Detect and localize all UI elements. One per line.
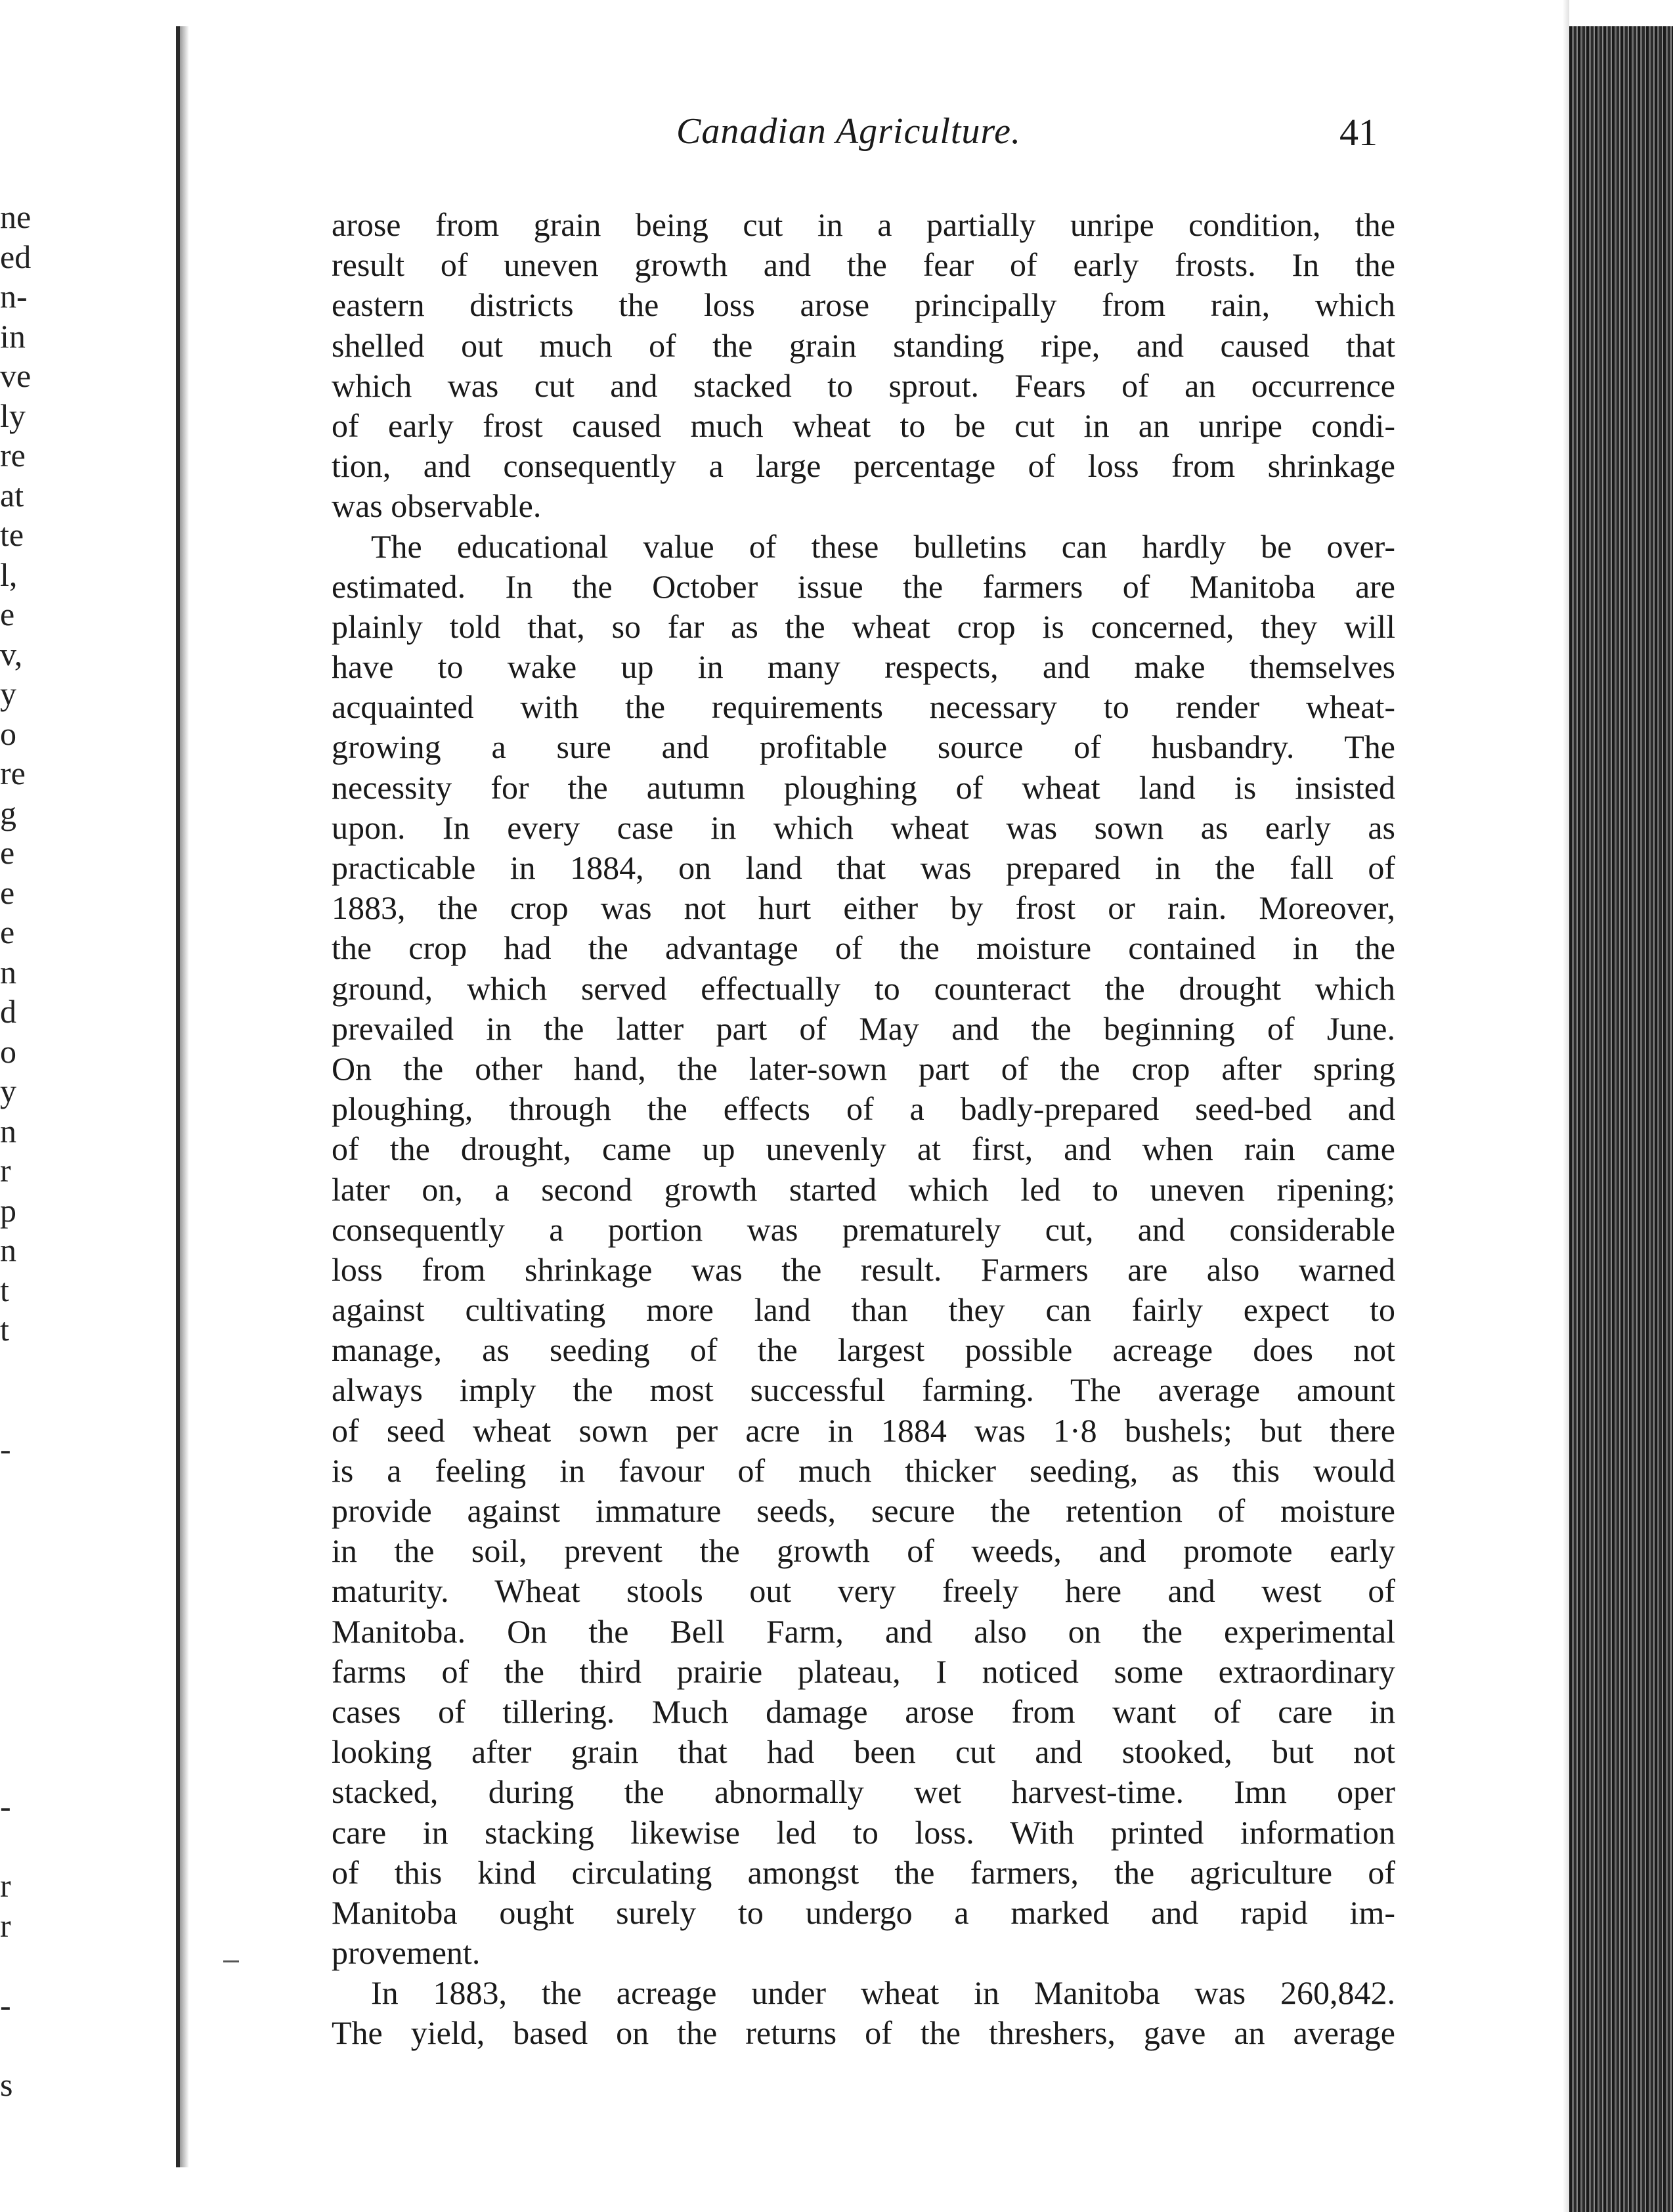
- facing-page-fragment-line: p: [0, 1191, 16, 1229]
- facing-page-fragment-line: e: [0, 874, 15, 911]
- facing-page-fragment-line: y: [0, 675, 16, 712]
- text-line: provide against immature seeds, secure the retention of moisture: [332, 1492, 1395, 1529]
- facing-page-fragment-line: [0, 1707, 39, 1747]
- text-line: On the other hand, the later-sown part of the crop after spring: [332, 1050, 1395, 1087]
- facing-page-fragment-line: t: [0, 1311, 9, 1348]
- text-line: The educational value of these bulletins can hardly be over-: [371, 527, 1395, 565]
- page-edge-top-margin: [1569, 0, 1673, 26]
- facing-page-fragment-line: t: [0, 1271, 9, 1308]
- facing-page-fragment-line: n-: [0, 278, 28, 315]
- text-line: prevailed in the latter part of May and the beginning of June.: [332, 1009, 1395, 1047]
- facing-page-fragment-line: [0, 1668, 39, 1708]
- text-line: care in stacking likewise led to loss. With printed information: [332, 1813, 1395, 1851]
- facing-page-fragment-line: -: [0, 1788, 11, 1825]
- facing-page-fragment-line: v,: [0, 635, 23, 673]
- facing-page-fragment-line: n: [0, 1231, 16, 1268]
- text-line: plainly told that, so far as the wheat crop is concerned, they will: [332, 608, 1395, 645]
- stray-mark: [223, 1960, 239, 1962]
- text-line: loss from shrinkage was the result. Farmers are also warned: [332, 1250, 1395, 1288]
- facing-page-fragment-line: g: [0, 794, 16, 831]
- text-line: acquainted with the requirements necessary to render wheat-: [332, 688, 1395, 726]
- text-line: against cultivating more land than they can fairly expect to: [332, 1291, 1395, 1329]
- facing-page-fragment-line: d: [0, 993, 16, 1030]
- text-line: practicable in 1884, on land that was prepared in the fall of: [332, 849, 1395, 886]
- facing-page-fragment-line: re: [0, 437, 26, 474]
- facing-page-fragment-line: y: [0, 1073, 16, 1109]
- facing-page-fragment-line: r: [0, 1152, 11, 1189]
- facing-page-fragment-line: ed: [0, 238, 32, 275]
- facing-page-fragment-line: e: [0, 834, 15, 871]
- text-line: consequently a portion was prematurely cut, and considerable: [332, 1210, 1395, 1248]
- text-line: was observable.: [332, 487, 542, 525]
- facing-page-fragment-line: r: [0, 1907, 11, 1944]
- text-line: maturity. Wheat stools out very freely here and west of: [332, 1572, 1395, 1610]
- text-line: ground, which served effectually to counteract the drought which: [332, 969, 1395, 1007]
- facing-page-fragment-line: l,: [0, 556, 18, 593]
- facing-page-fragment-line: [0, 1826, 39, 1867]
- page-number: 41: [1339, 111, 1378, 154]
- text-line: estimated. In the October issue the farmers of Manitoba are: [332, 567, 1395, 605]
- facing-page-fragment-line: [0, 1350, 39, 1390]
- facing-page-fragment-line: [0, 1469, 39, 1509]
- text-line: of the drought, came up unevenly at first, and when rain came: [332, 1130, 1395, 1168]
- text-line: result of uneven growth and the fear of early frosts. In the: [332, 246, 1395, 284]
- facing-page-fragment-line: [0, 1548, 39, 1588]
- facing-page-fragment: [0, 197, 39, 2104]
- facing-page-fragment-line: e: [0, 914, 15, 950]
- text-line: 1883, the crop was not hurt either by frost or rain. Moreover,: [332, 889, 1395, 927]
- facing-page-fragment-line: in: [0, 317, 26, 355]
- facing-page-fragment-line: [0, 1627, 39, 1668]
- text-line: later on, a second growth started which led to uneven ripening;: [332, 1170, 1395, 1208]
- facing-page-fragment-line: [0, 1747, 39, 1787]
- facing-page-fragment-line: -: [0, 1430, 11, 1467]
- text-line: growing a sure and profitable source of husbandry. The: [332, 728, 1395, 766]
- facing-page-fragment-line: at: [0, 476, 24, 514]
- text-line: The yield, based on the returns of the threshers, gave an average: [332, 2014, 1395, 2052]
- text-line: is a feeling in favour of much thicker seeding, as this would: [332, 1451, 1395, 1489]
- facing-page-fragment-line: s: [0, 2066, 13, 2103]
- text-line: have to wake up in many respects, and make themselves: [332, 648, 1395, 686]
- text-line: stacked, during the abnormally wet harvest-time. Imn oper: [332, 1773, 1395, 1811]
- text-line: provement.: [332, 1934, 481, 1972]
- book-page-stack-edge: [1569, 0, 1673, 2212]
- facing-page-fragment-line: e: [0, 596, 15, 632]
- text-line: manage, as seeding of the largest possible acreage does not: [332, 1331, 1395, 1369]
- facing-page-fragment-line: ly: [0, 397, 26, 434]
- facing-page-fragment-line: o: [0, 715, 16, 752]
- text-line: always imply the most successful farming. The average amount: [332, 1371, 1395, 1409]
- body-text: [332, 205, 1395, 2054]
- text-line: In 1883, the acreage under wheat in Manitoba was 260,842.: [371, 1974, 1395, 2012]
- text-line: looking after grain that had been cut and stooked, but not: [332, 1733, 1395, 1771]
- facing-page-fragment-line: n: [0, 1112, 16, 1149]
- facing-page-fragment-line: [0, 1509, 39, 1549]
- facing-page-fragment-line: o: [0, 1032, 16, 1070]
- text-line: upon. In every case in which wheat was sown as early as: [332, 808, 1395, 846]
- gutter-shadow: [180, 26, 189, 2167]
- facing-page-fragment-line: [0, 1588, 39, 1628]
- text-line: farms of the third prairie plateau, I noticed some extraordinary: [332, 1652, 1395, 1690]
- facing-page-fragment-line: ne: [0, 198, 32, 235]
- facing-page-fragment-line: -: [0, 1986, 11, 2024]
- facing-page-fragment-line: n: [0, 953, 16, 990]
- text-line: of seed wheat sown per acre in 1884 was 1·8 bushels; but there: [332, 1411, 1395, 1449]
- facing-page-fragment-line: r: [0, 1867, 11, 1904]
- text-line: eastern districts the loss arose principally from rain, which: [332, 286, 1395, 324]
- facing-page-fragment-line: [0, 2025, 39, 2065]
- text-line: shelled out much of the grain standing ripe, and caused that: [332, 326, 1395, 364]
- text-line: arose from grain being cut in a partially unripe condition, the: [332, 206, 1395, 243]
- facing-page-fragment-line: [0, 1945, 39, 1985]
- facing-page-fragment-line: te: [0, 516, 24, 553]
- facing-page-fragment-line: re: [0, 755, 26, 791]
- text-line: cases of tillering. Much damage arose from want of care in: [332, 1692, 1395, 1730]
- text-line: necessity for the autumn ploughing of wheat land is insisted: [332, 768, 1395, 806]
- text-line: of early frost caused much wheat to be cut in an unripe condi-: [332, 407, 1395, 444]
- text-line: which was cut and stacked to sprout. Fears of an occurrence: [332, 366, 1395, 404]
- text-line: ploughing, through the effects of a badly-prepared seed-bed and: [332, 1090, 1395, 1128]
- text-line: in the soil, prevent the growth of weeds, and promote early: [332, 1532, 1395, 1570]
- text-line: Manitoba. On the Bell Farm, and also on the experimental: [332, 1612, 1395, 1650]
- text-line: of this kind circulating amongst the farmers, the agriculture of: [332, 1853, 1395, 1891]
- text-line: Manitoba ought surely to undergo a marked and rapid im-: [332, 1893, 1395, 1931]
- running-head: Canadian Agriculture.: [676, 111, 1021, 152]
- facing-page-fragment-line: [0, 1389, 39, 1429]
- text-line: tion, and consequently a large percentage of loss from shrinkage: [332, 447, 1395, 485]
- text-line: the crop had the advantage of the moisture contained in the: [332, 929, 1395, 967]
- facing-page-fragment-line: ve: [0, 357, 32, 394]
